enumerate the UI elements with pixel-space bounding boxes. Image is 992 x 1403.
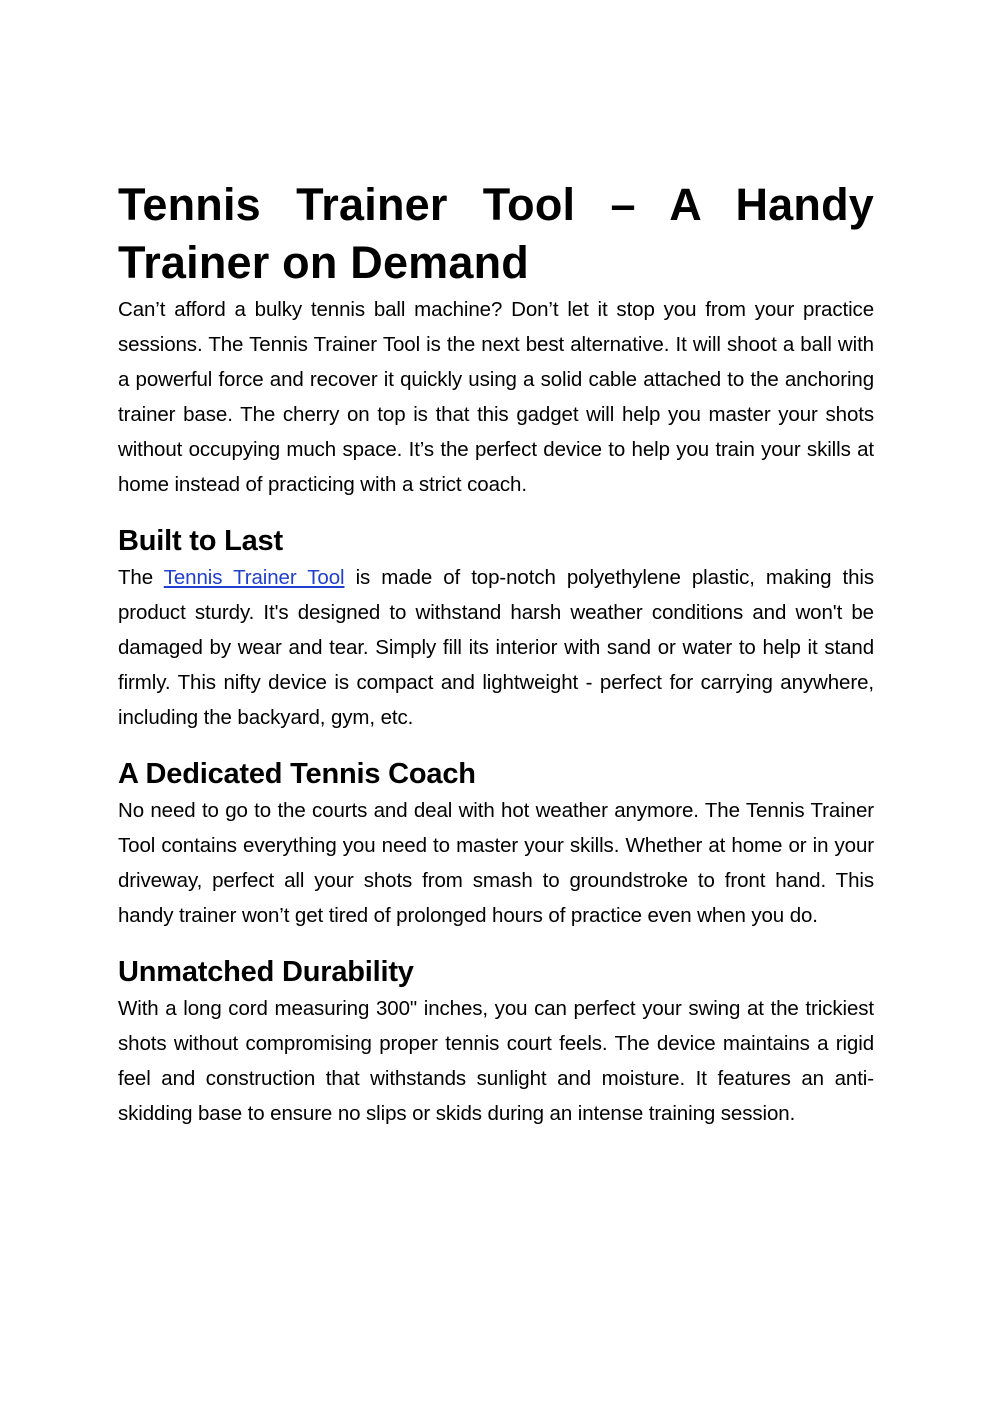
- tennis-trainer-tool-link[interactable]: Tennis Trainer Tool: [163, 566, 345, 589]
- section-built-to-last: [118, 522, 874, 735]
- intro-paragraph: Can’t afford a bulky tennis ball machine? Don’t let it stop you from your practice sessions. The Tennis Trainer Tool is the next best alternative. It will shoot a ball with a powerful force and recover it quickly using a solid cable attached to the anchoring trainer base. The cherry on top is that this gadget will help you master your shots without occupying much space. It’s the perfect device to help you train your skills at home instead of practicing with a strict coach.: [118, 298, 874, 496]
- document-page: [118, 176, 874, 1131]
- section-dedicated-coach: [118, 755, 874, 933]
- document-title: Tennis Trainer Tool – A Handy Trainer on Demand: [118, 179, 874, 288]
- section-heading: Built to Last: [118, 525, 283, 557]
- paragraph-text-after-link: is made of top-notch polyethylene plastic, making this product sturdy. It's designed to withstand harsh weather conditions and won't be damaged by wear and tear. Simply fill its interior with sand or water to help it stand firmly. This nifty device is compact and lightweight - perfect for carrying anywhere, including the backyard, gym, etc.: [118, 566, 874, 729]
- section-unmatched-durability: [118, 953, 874, 1131]
- section-paragraph: [118, 560, 874, 735]
- section-heading: A Dedicated Tennis Coach: [118, 758, 476, 790]
- paragraph-text-before-link: The: [118, 566, 164, 589]
- section-heading: Unmatched Durability: [118, 956, 414, 988]
- section-paragraph: No need to go to the courts and deal with hot weather anymore. The Tennis Trainer Tool contains everything you need to master your skills. Whether at home or in your driveway, perfect all your shots from smash to groundstroke to front hand. This handy trainer won’t get tired of prolonged hours of practice even when you do.: [118, 799, 874, 927]
- section-paragraph: With a long cord measuring 300" inches, you can perfect your swing at the trickiest shots without compromising proper tennis court feels. The device maintains a rigid feel and construction that withstands sunlight and moisture. It features an anti-skidding base to ensure no slips or skids during an intense training session.: [118, 997, 874, 1125]
